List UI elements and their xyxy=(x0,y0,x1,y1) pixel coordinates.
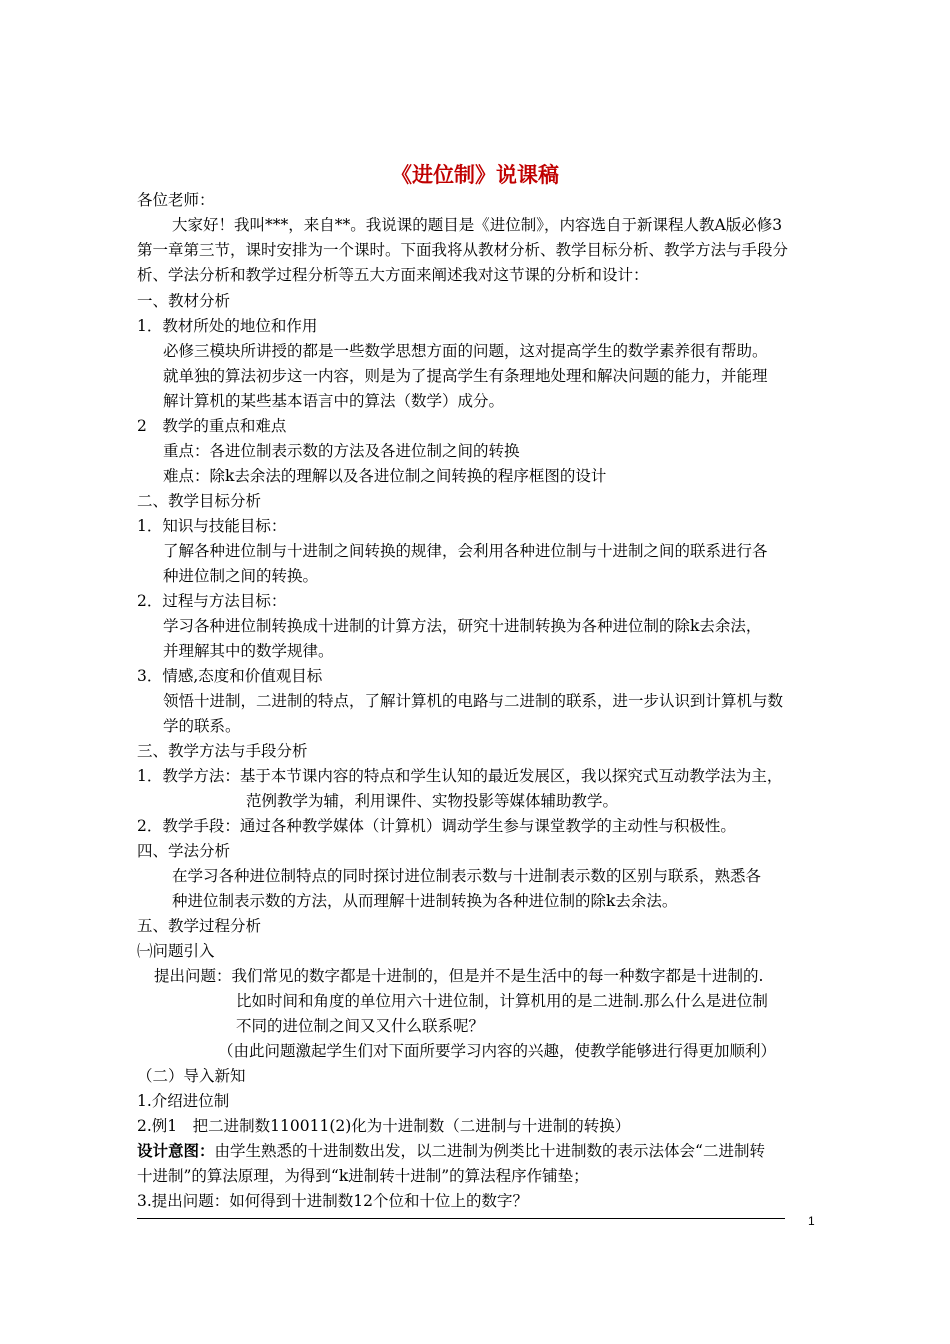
text-line: 重点：各进位制表示数的方法及各进位制之间的转换 xyxy=(163,442,520,460)
subheading: 1．知识与技能目标： xyxy=(137,517,287,535)
document-title: 《进位制》说课稿 xyxy=(391,162,559,187)
design-intent-text: 由学生熟悉的十进制数出发，以二进制为例类比十进制数的表示法体会“二进制转 xyxy=(214,1142,765,1160)
text-line: 大家好！我叫***，来自**。我说课的题目是《进位制》，内容选自于新课程人教A版必修3 xyxy=(172,216,783,234)
text-line: 解计算机的某些基本语言中的算法（数学）成分。 xyxy=(163,392,505,410)
text-line: 领悟十进制，二进制的特点，了解计算机的电路与二进制的联系，进一步认识到计算机与数 xyxy=(163,692,784,710)
text-line: 了解各种进位制与十进制之间转换的规律，会利用各种进位制与十进制之间的联系进行各 xyxy=(163,542,768,560)
design-intent-label: 设计意图： xyxy=(137,1141,215,1160)
text-line: 第一章第三节，课时安排为一个课时。下面我将从教材分析、教学目标分析、教学方法与手段分 xyxy=(137,241,789,259)
subheading: 2．过程与方法目标： xyxy=(137,592,287,610)
text-line: 种进位制之间的转换。 xyxy=(163,567,319,585)
text-line: 3.提出问题：如何得到十进制数12个位和十位上的数字？ xyxy=(137,1192,529,1210)
subheading: 2 教学的重点和难点 xyxy=(137,417,287,435)
text-line: 各位老师： xyxy=(137,191,215,209)
section-heading: 四、学法分析 xyxy=(137,842,231,860)
subheading: （二）导入新知 xyxy=(137,1067,246,1085)
text-line: 范例教学为辅，利用课件、实物投影等媒体辅助教学。 xyxy=(246,792,619,810)
text-line: 并理解其中的数学规律。 xyxy=(163,642,334,660)
text-line: 析、学法分析和教学过程分析等五大方面来阐述我对这节课的分析和设计： xyxy=(137,266,649,284)
design-intent-line xyxy=(137,1139,765,1163)
footer-rule xyxy=(137,1218,785,1219)
text-line: 就单独的算法初步这一内容，则是为了提高学生有条理地处理和解决问题的能力，并能理 xyxy=(163,367,768,385)
text-line: 必修三模块所讲授的都是一些数学思想方面的问题，这对提高学生的数学素养很有帮助。 xyxy=(163,342,768,360)
text-line: 不同的进位制之间又又什么联系呢？ xyxy=(236,1017,485,1035)
page-number: 1 xyxy=(808,1214,815,1228)
text-line: （由此问题激起学生们对下面所要学习内容的兴趣，使教学能够进行得更加顺利） xyxy=(218,1042,777,1060)
subheading: ㈠问题引入 xyxy=(137,942,215,960)
text-line: 1．教学方法：基于本节课内容的特点和学生认知的最近发展区，我以探究式互动教学法为主， xyxy=(137,767,783,785)
text-line: 比如时间和角度的单位用六十进位制，计算机用的是二进制.那么什么是进位制 xyxy=(236,992,768,1010)
text-line: 2．教学手段：通过各种教学媒体（计算机）调动学生参与课堂教学的主动性与积极性。 xyxy=(137,817,736,835)
text-line: 难点：除k去余法的理解以及各进位制之间转换的程序框图的设计 xyxy=(163,467,607,485)
text-line: 学习各种进位制转换成十进制的计算方法，研究十进制转换为各种进位制的除k去余法， xyxy=(163,617,762,635)
subheading: 3．情感,态度和价值观目标 xyxy=(137,667,323,685)
section-heading: 三、教学方法与手段分析 xyxy=(137,742,308,760)
section-heading: 一、教材分析 xyxy=(137,292,231,310)
section-heading: 二、教学目标分析 xyxy=(137,492,262,510)
text-line: 2.例1 把二进制数110011(2)化为十进制数（二进制与十进制的转换） xyxy=(137,1117,631,1135)
section-heading: 五、教学过程分析 xyxy=(137,917,262,935)
text-line: 在学习各种进位制特点的同时探讨进位制表示数与十进制表示数的区别与联系，熟悉各 xyxy=(172,867,762,885)
text-line: 学的联系。 xyxy=(163,717,241,735)
text-line: 提出问题：我们常见的数字都是十进制的，但是并不是生活中的每一种数字都是十进制的. xyxy=(154,967,764,985)
text-line: 十进制”的算法原理，为得到“k进制转十进制”的算法程序作铺垫； xyxy=(137,1167,589,1185)
text-line: 种进位制表示数的方法，从而理解十进制转换为各种进位制的除k去余法。 xyxy=(172,892,678,910)
text-line: 1.介绍进位制 xyxy=(137,1092,230,1110)
subheading: 1．教材所处的地位和作用 xyxy=(137,317,318,335)
